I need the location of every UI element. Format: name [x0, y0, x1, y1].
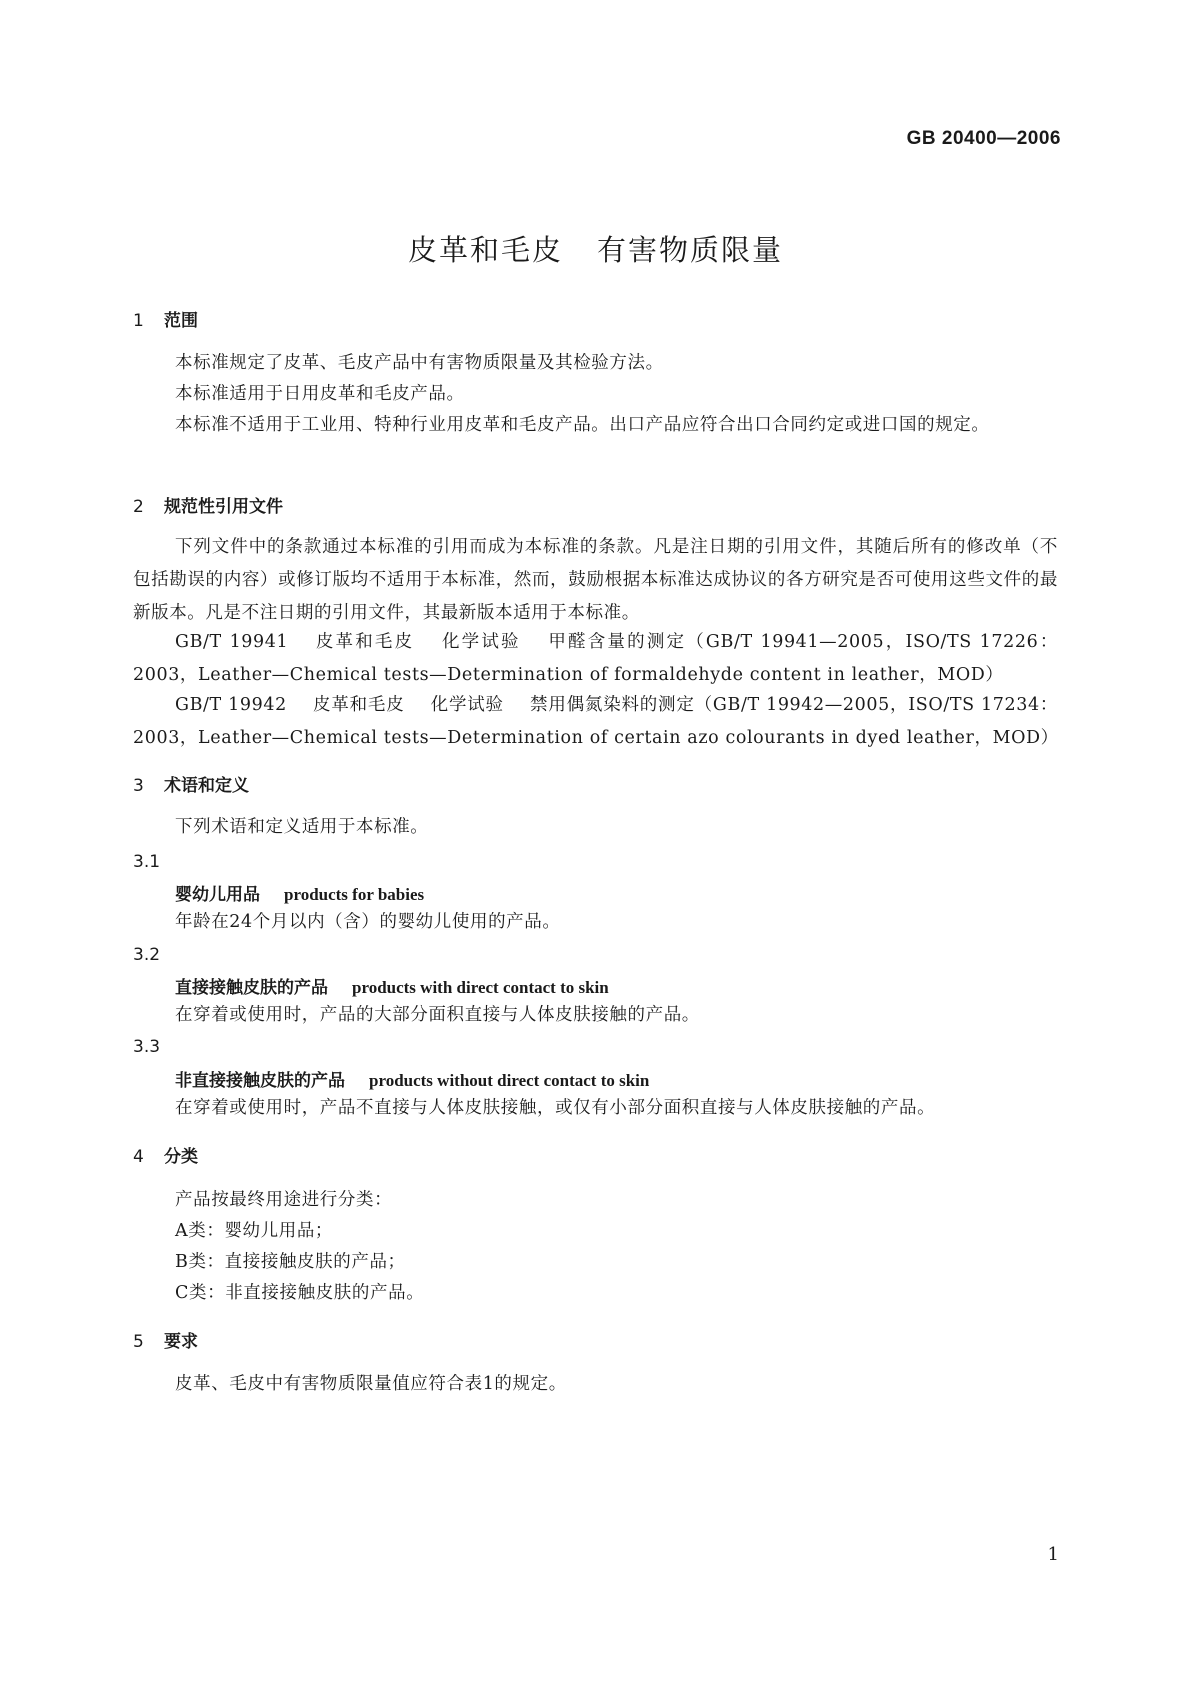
section-4-heading	[133, 1142, 198, 1167]
term-3-3-number: 3.3	[133, 1037, 161, 1057]
reference-code: GB/T 19941	[175, 632, 289, 652]
class-b-item: B类：直接接触皮肤的产品；	[175, 1252, 406, 1272]
requirements-paragraph: 皮革、毛皮中有害物质限量值应符合表1的规定。	[175, 1374, 567, 1394]
section-title: 分类	[164, 1147, 198, 1167]
references-intro-paragraph: 下列文件中的条款通过本标准的引用而成为本标准的条款。凡是注日期的引用文件，其随后所有的修改单（不包括勘误的内容）或修订版均不适用于本标准，然而，鼓励根据本标准达成协议的各方研究是否可使用这些文件的最新版本。凡是不注日期的引用文件，其最新版本适用于本标准。	[133, 537, 1058, 623]
term-zh: 非直接接触皮肤的产品	[175, 1071, 345, 1091]
term-en: products without direct contact to skin	[369, 1071, 650, 1090]
reference-gbt-19942	[133, 689, 1058, 755]
section-number: 3	[133, 776, 144, 796]
scope-paragraph-2: 本标准适用于日用皮革和毛皮产品。	[175, 384, 465, 404]
term-en: products with direct contact to skin	[352, 978, 609, 997]
title-part-1: 皮革和毛皮	[407, 233, 563, 267]
term-3-3-heading	[175, 1066, 649, 1091]
reference-category: 化学试验	[430, 695, 504, 715]
section-5-heading	[133, 1327, 198, 1352]
reference-detail: （GB/T 19942—2005，ISO/TS 17234：2003，Leather—Chemical tests—Determination of certain azo colourants in dyed leather，MOD）	[133, 695, 1059, 748]
reference-item: 甲醛含量的测定	[546, 632, 687, 652]
section-number: 1	[133, 311, 144, 331]
scope-paragraph-1: 本标准规定了皮革、毛皮产品中有害物质限量及其检验方法。	[175, 353, 664, 373]
scope-paragraph-3: 本标准不适用于工业用、特种行业用皮革和毛皮产品。出口产品应符合出口合同约定或进口国的规定。	[175, 415, 990, 435]
section-3-heading	[133, 771, 249, 796]
section-2-heading	[133, 492, 283, 517]
section-number: 5	[133, 1332, 144, 1352]
reference-category: 化学试验	[440, 632, 521, 652]
reference-code: GB/T 19942	[175, 695, 287, 715]
standard-number: GB 20400—2006	[906, 128, 1061, 149]
section-title: 要求	[164, 1332, 198, 1352]
section-title: 术语和定义	[164, 776, 249, 796]
section-title: 范围	[164, 311, 198, 331]
reference-name: 皮革和毛皮	[314, 632, 415, 652]
term-zh: 直接接触皮肤的产品	[175, 978, 328, 998]
reference-gbt-19941	[133, 626, 1058, 692]
term-3-1-definition: 年龄在24个月以内（含）的婴幼儿使用的产品。	[175, 912, 561, 932]
page-number: 1	[1047, 1544, 1059, 1565]
term-3-1-heading	[175, 880, 424, 905]
reference-detail: （GB/T 19941—2005，ISO/TS 17226：2003，Leather—Chemical tests—Determination of formaldehyde content in leather，MOD）	[133, 632, 1059, 685]
reference-name: 皮革和毛皮	[312, 695, 405, 715]
document-title	[0, 228, 1191, 269]
reference-item: 禁用偶氮染料的测定	[529, 695, 695, 715]
term-3-2-definition: 在穿着或使用时，产品的大部分面积直接与人体皮肤接触的产品。	[175, 1005, 700, 1025]
term-3-3-definition: 在穿着或使用时，产品不直接与人体皮肤接触，或仅有小部分面积直接与人体皮肤接触的产品。	[175, 1098, 936, 1118]
term-zh: 婴幼儿用品	[175, 885, 260, 905]
class-a-item: A类：婴幼儿用品；	[175, 1221, 334, 1241]
term-en: products for babies	[284, 885, 425, 904]
section-1-heading	[133, 306, 198, 331]
section-number: 4	[133, 1147, 144, 1167]
term-3-1-number: 3.1	[133, 852, 161, 872]
terms-intro-paragraph: 下列术语和定义适用于本标准。	[175, 817, 429, 837]
class-c-item: C类：非直接接触皮肤的产品。	[175, 1283, 425, 1303]
section-number: 2	[133, 497, 144, 517]
section-title: 规范性引用文件	[164, 497, 283, 517]
term-3-2-number: 3.2	[133, 945, 161, 965]
title-part-2: 有害物质限量	[597, 233, 784, 267]
term-3-2-heading	[175, 973, 609, 998]
classification-intro: 产品按最终用途进行分类：	[175, 1190, 393, 1210]
